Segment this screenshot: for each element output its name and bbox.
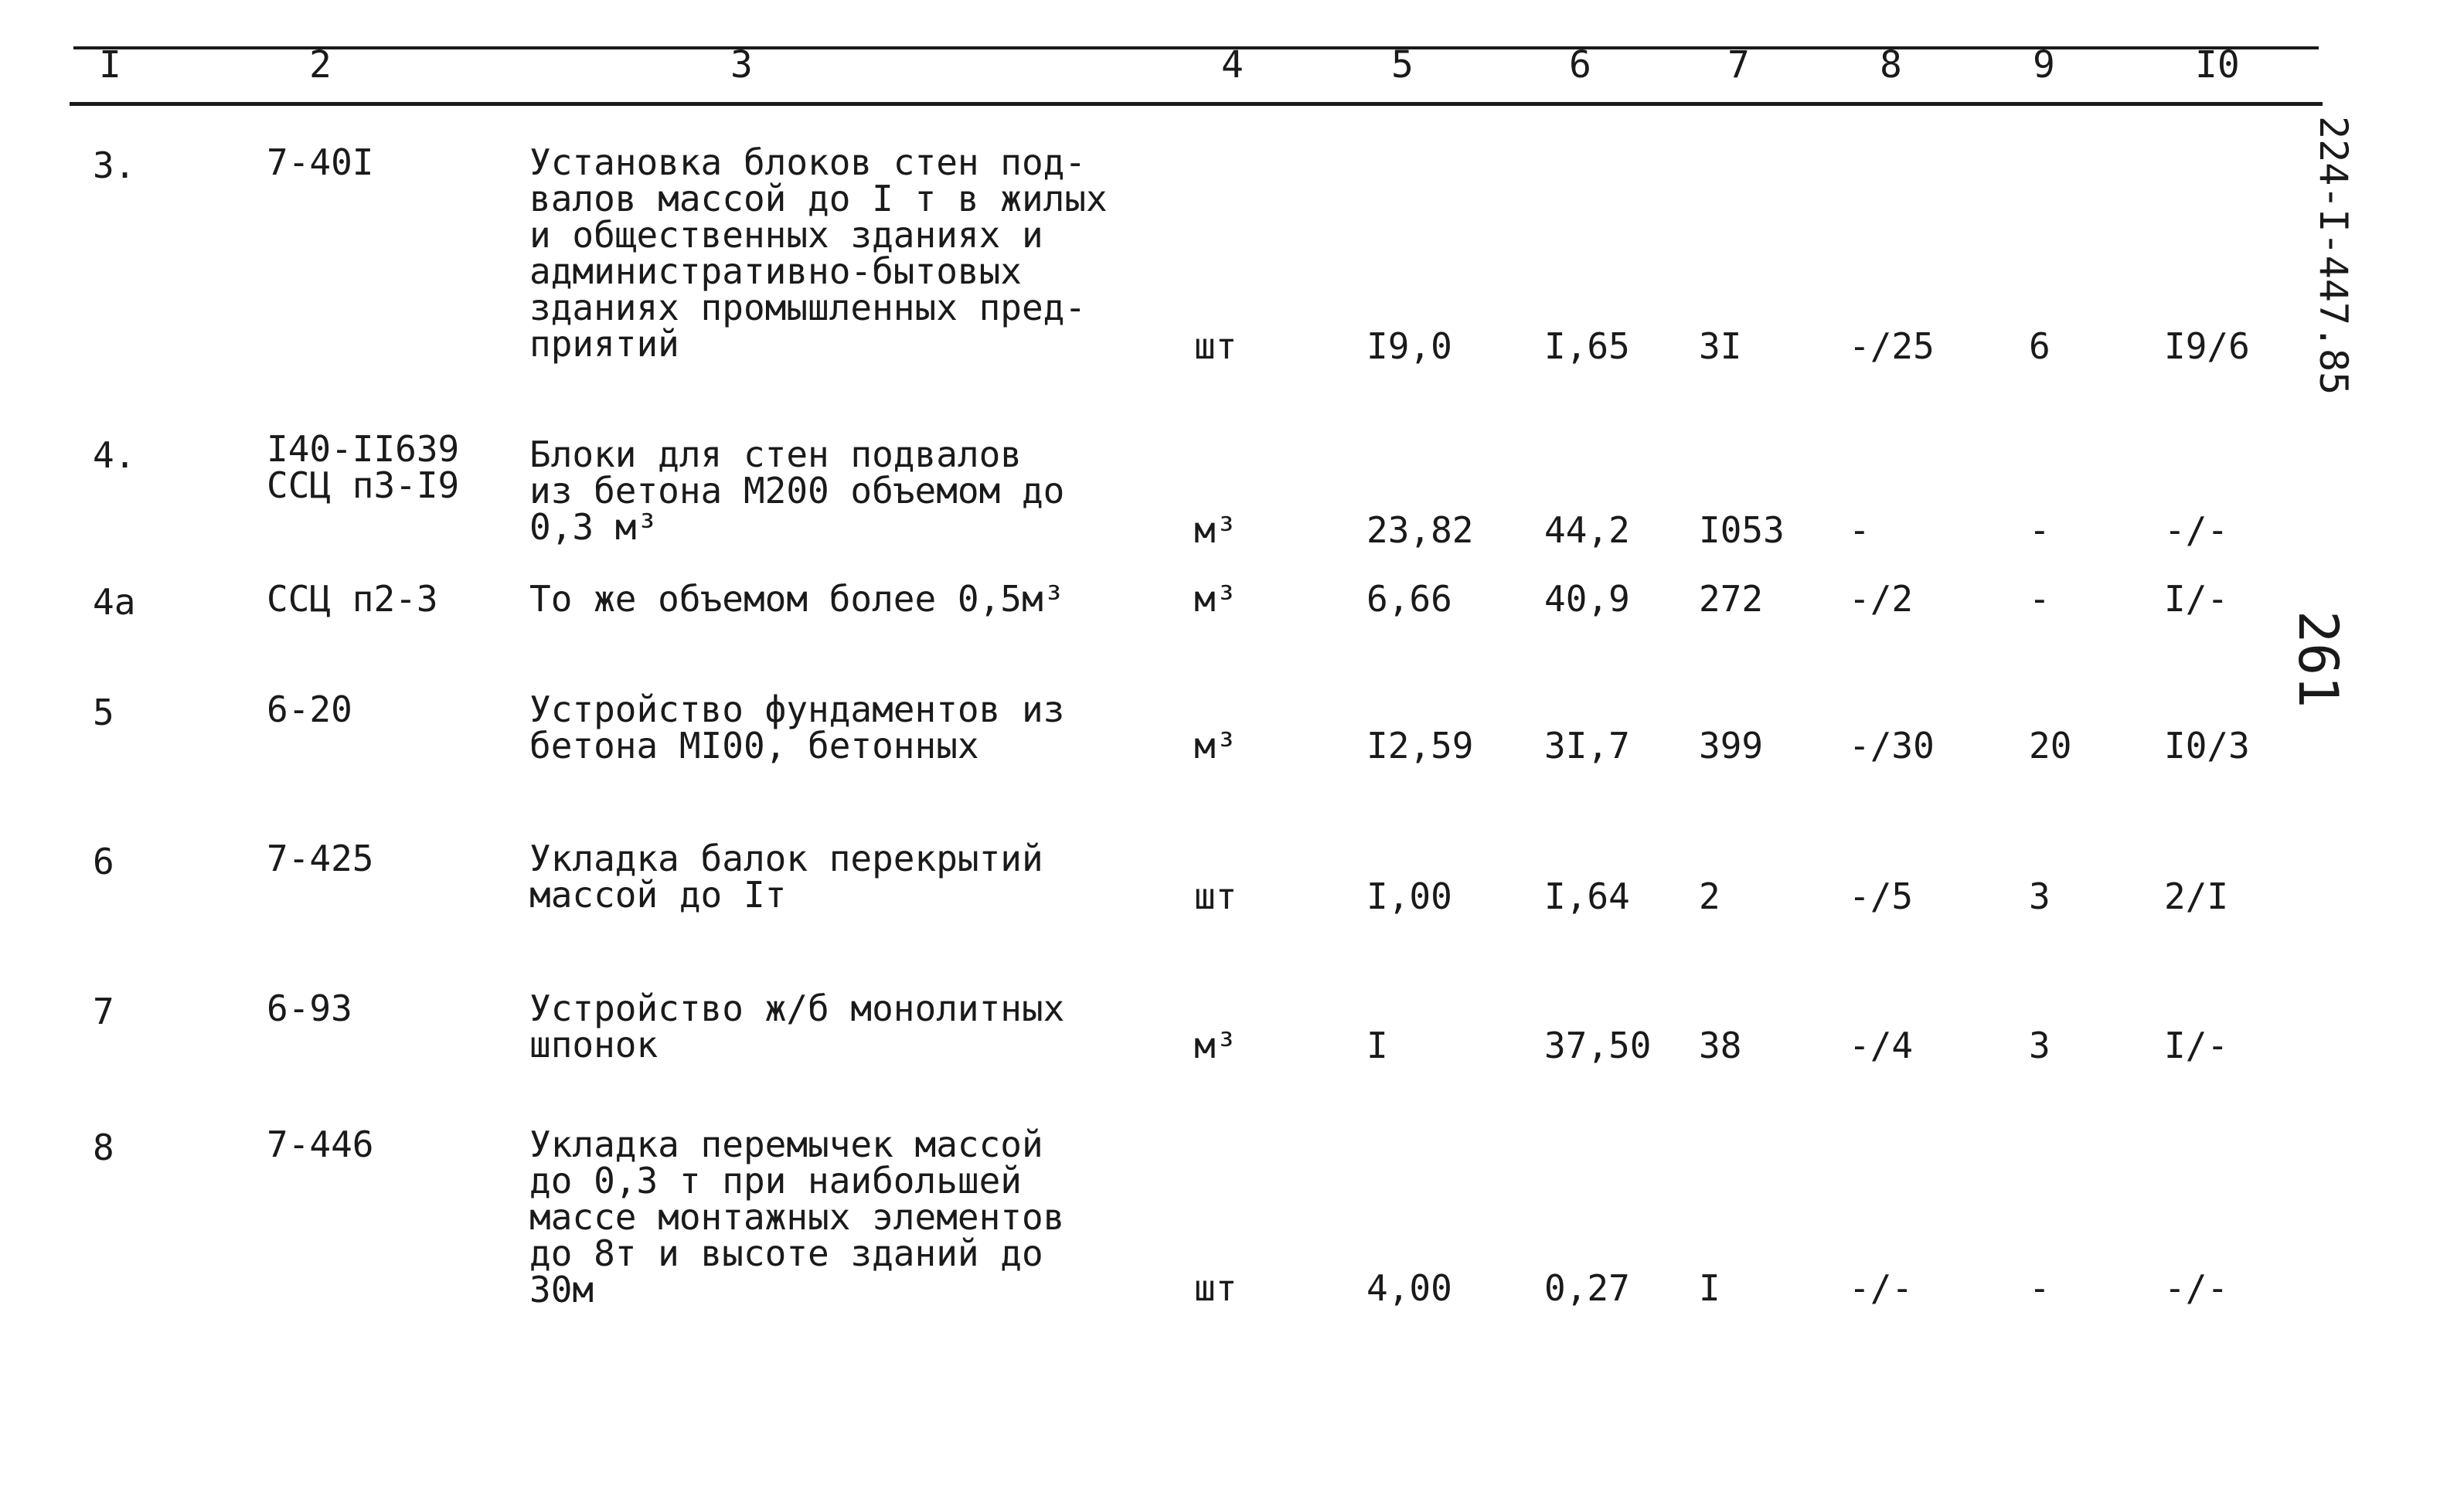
row-number: 8 (93, 1127, 114, 1168)
description-line: Установка блоков стен под- (529, 141, 1087, 183)
work-description (529, 988, 1148, 1066)
description-line: Устройство ж/б монолитных (529, 988, 1065, 1029)
unit: м³ (1194, 1025, 1237, 1066)
work-description (529, 688, 1148, 767)
norm-code (267, 428, 460, 506)
unit-cost: 3I,7 (1544, 725, 1630, 767)
value-col-8: - (1849, 509, 1870, 551)
description-line: до 8т и высоте зданий до (529, 1232, 1043, 1274)
norm-code (267, 1124, 374, 1165)
description-line: Блоки для стен подвалов (529, 433, 1022, 475)
norm-code (267, 838, 374, 879)
value-col-10: I9/6 (2164, 325, 2250, 367)
quantity: I (1366, 1025, 1388, 1066)
row-number: 5 (93, 692, 114, 733)
description-line: до 0,3 т при наибольшей (529, 1160, 1022, 1202)
quantity: I9,0 (1366, 325, 1452, 367)
total-cost: 399 (1699, 725, 1764, 767)
description-line: приятий (529, 323, 679, 365)
description-line: зданиях промышленных пред- (529, 287, 1087, 328)
column-header: 9 (2033, 43, 2055, 87)
norm-code (267, 988, 352, 1029)
description-line: массой до Iт (529, 874, 787, 916)
work-description (529, 433, 1148, 548)
value-col-8: -/25 (1849, 325, 1935, 367)
row-number: 4а (93, 581, 136, 623)
norm-code-line: 7-425 (267, 838, 374, 879)
value-col-10: 2/I (2164, 875, 2229, 917)
total-cost: I (1699, 1267, 1720, 1309)
quantity: 23,82 (1366, 509, 1474, 551)
column-header: 3 (730, 43, 753, 87)
unit-cost: I,65 (1544, 325, 1630, 367)
document-stamp: 224-I-447.85 (2311, 116, 2356, 396)
norm-code-line: 7-40I (267, 141, 374, 183)
value-col-9: 6 (2029, 325, 2050, 367)
value-col-10: I/- (2164, 578, 2229, 620)
column-header: I0 (2195, 43, 2240, 87)
description-line: 30м (529, 1269, 594, 1311)
value-col-9: 3 (2029, 875, 2050, 917)
value-col-8: -/4 (1849, 1025, 1914, 1066)
unit: шт (1194, 875, 1237, 917)
total-cost: 2 (1699, 875, 1720, 917)
description-line: Укладка перемычек массой (529, 1124, 1043, 1165)
norm-code-line: 6-20 (267, 688, 352, 730)
unit: шт (1194, 325, 1237, 367)
work-description (529, 1124, 1148, 1311)
description-line: административно-бытовых (529, 250, 1022, 292)
unit-cost: 37,50 (1544, 1025, 1652, 1066)
total-cost: 3I (1699, 325, 1742, 367)
description-line: Устройство фундаментов из (529, 688, 1065, 730)
description-line: бетона МI00, бетонных (529, 725, 979, 767)
norm-code-line: 6-93 (267, 988, 352, 1029)
description-line: шпонок (529, 1024, 659, 1066)
quantity: 4,00 (1366, 1267, 1452, 1309)
total-cost: 38 (1699, 1025, 1742, 1066)
unit-cost: I,64 (1544, 875, 1630, 917)
norm-code-line: ССЦ п3-I9 (267, 464, 460, 506)
value-col-8: -/30 (1849, 725, 1935, 767)
column-header: 7 (1727, 43, 1750, 87)
value-col-10: -/- (2164, 1267, 2229, 1309)
row-number: 4. (93, 434, 136, 476)
value-col-10: I/- (2164, 1025, 2229, 1066)
unit-cost: 40,9 (1544, 578, 1630, 620)
column-header: 2 (309, 43, 332, 87)
norm-code-line: ССЦ п2-3 (267, 578, 438, 620)
norm-code-line: I40-II639 (267, 428, 460, 470)
description-line: Укладка балок перекрытий (529, 838, 1043, 879)
value-col-9: 20 (2029, 725, 2072, 767)
unit: м³ (1194, 509, 1237, 551)
value-col-9: 3 (2029, 1025, 2050, 1066)
value-col-8: -/5 (1849, 875, 1914, 917)
unit-cost: 44,2 (1544, 509, 1630, 551)
unit: м³ (1194, 578, 1237, 620)
value-col-9: - (2029, 509, 2050, 551)
description-line: 0,3 м³ (529, 506, 659, 548)
quantity: 6,66 (1366, 578, 1452, 620)
row-number: 3. (93, 144, 136, 186)
column-header: I (99, 43, 121, 87)
column-header: 4 (1221, 43, 1244, 87)
work-description (529, 578, 1148, 620)
norm-code (267, 141, 374, 183)
row-number: 6 (93, 841, 114, 882)
unit-cost: 0,27 (1544, 1267, 1630, 1309)
total-cost: 272 (1699, 578, 1764, 620)
total-cost: I053 (1699, 509, 1785, 551)
column-header: 6 (1569, 43, 1591, 87)
description-line: валов массой до I т в жилых (529, 178, 1108, 219)
row-number: 7 (93, 991, 114, 1032)
description-line: То же объемом более 0,5м³ (529, 578, 1065, 620)
work-description (529, 141, 1148, 365)
unit: шт (1194, 1267, 1237, 1309)
header-rule (70, 102, 2323, 106)
norm-code-line: 7-446 (267, 1124, 374, 1165)
top-rule (73, 46, 2319, 49)
norm-code (267, 578, 438, 620)
description-line: массе монтажных элементов (529, 1196, 1065, 1238)
value-col-9: - (2029, 1267, 2050, 1309)
value-col-8: -/- (1849, 1267, 1914, 1309)
description-line: из бетона М200 объемом до (529, 470, 1065, 512)
page-number: 261 (2286, 610, 2350, 709)
value-col-10: I0/3 (2164, 725, 2250, 767)
column-header: 5 (1391, 43, 1414, 87)
norm-code (267, 688, 352, 730)
unit: м³ (1194, 725, 1237, 767)
column-header: 8 (1880, 43, 1902, 87)
description-line: и общественных зданиях и (529, 214, 1043, 256)
work-description (529, 838, 1148, 916)
value-col-9: - (2029, 578, 2050, 620)
quantity: I2,59 (1366, 725, 1474, 767)
quantity: I,00 (1366, 875, 1452, 917)
value-col-8: -/2 (1849, 578, 1914, 620)
value-col-10: -/- (2164, 509, 2229, 551)
